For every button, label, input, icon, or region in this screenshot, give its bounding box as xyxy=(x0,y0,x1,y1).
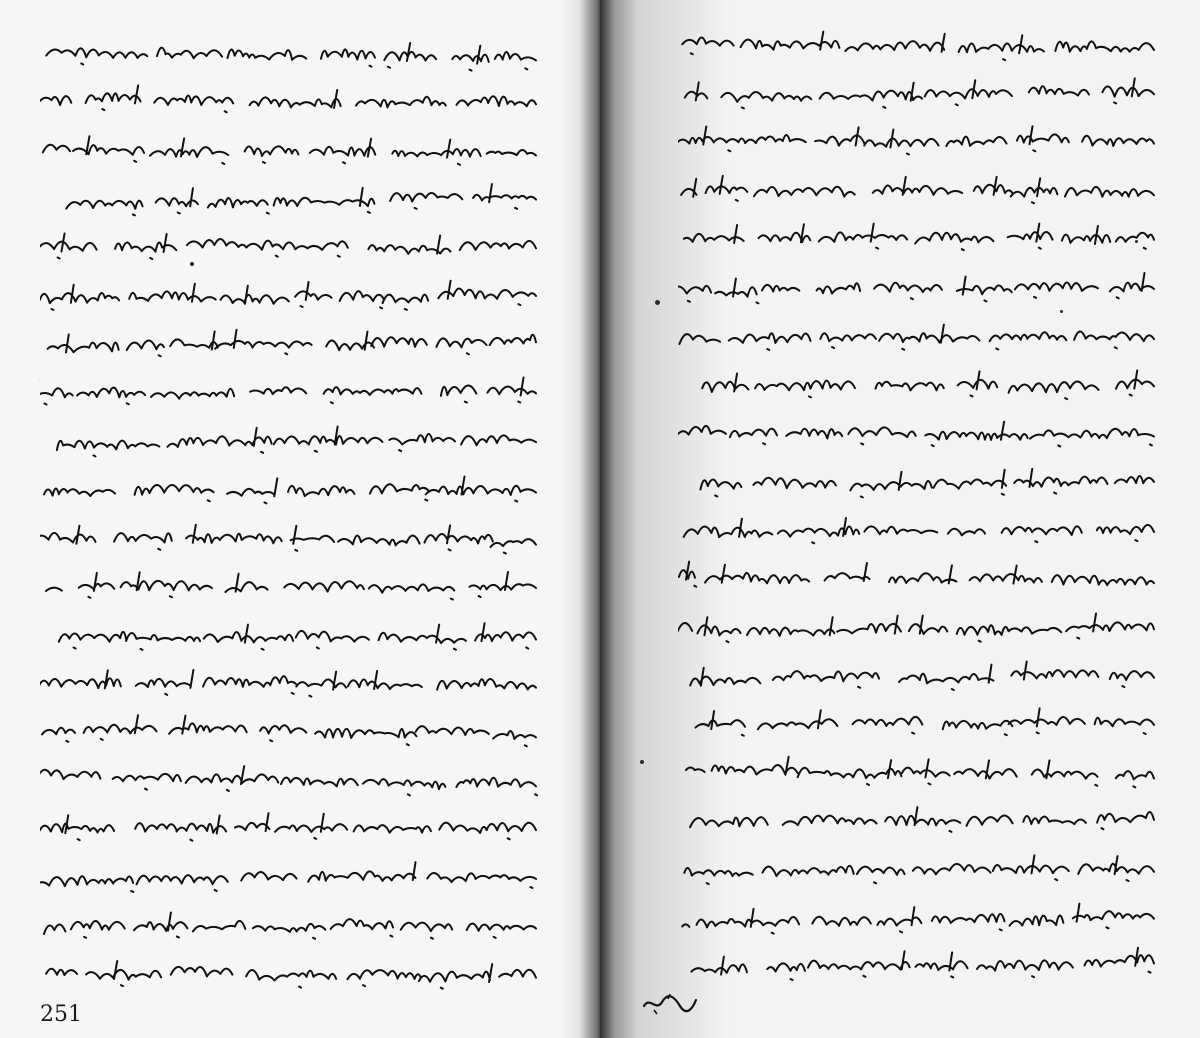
right-page-script-line xyxy=(678,320,1158,355)
right-page-script-line xyxy=(678,802,1158,839)
left-page-script-line xyxy=(40,618,540,655)
left-page-script-line xyxy=(40,759,540,800)
right-page-script-line xyxy=(678,221,1158,255)
left-page-script-line xyxy=(40,666,540,700)
right-page-script-line xyxy=(678,900,1158,940)
right-page-script-line xyxy=(678,658,1158,696)
right-page-script-line xyxy=(678,463,1158,503)
right-page-script-line xyxy=(678,268,1158,306)
left-page-script-line xyxy=(40,809,540,846)
left-page-script-line xyxy=(40,130,540,170)
catchword-handwriting xyxy=(640,988,700,1018)
right-page-script-line xyxy=(678,367,1158,404)
left-page-script-line xyxy=(40,35,540,75)
right-page-script-line xyxy=(678,77,1158,113)
left-page-script-line xyxy=(40,857,540,897)
left-page-script-line xyxy=(40,82,540,121)
left-page-script-line xyxy=(40,180,540,220)
right-page-script-line xyxy=(678,945,1158,985)
left-page-text-block xyxy=(0,0,592,1038)
right-page-script-line xyxy=(678,610,1158,646)
ink-speck xyxy=(1135,240,1138,243)
left-page-script-line xyxy=(40,373,540,410)
ink-speck xyxy=(640,760,644,764)
right-page-script-line xyxy=(678,510,1158,549)
left-page-script-line xyxy=(40,278,540,316)
ink-speck xyxy=(190,262,194,266)
right-page-script-line xyxy=(678,559,1158,598)
right-page-script-line xyxy=(678,753,1158,792)
left-page-script-line xyxy=(40,422,540,462)
ink-speck xyxy=(655,300,660,305)
right-page-script-line xyxy=(678,173,1158,208)
right-page-script-line xyxy=(678,28,1158,66)
right-page-script-line xyxy=(678,703,1158,743)
left-page-script-line xyxy=(40,228,540,264)
left-page-script-line xyxy=(40,907,540,945)
book-gutter xyxy=(560,0,638,1038)
left-page-script-line xyxy=(40,711,540,750)
left-page-script-line xyxy=(40,570,540,605)
right-page-script-line xyxy=(678,414,1158,452)
left-page xyxy=(0,0,592,1038)
page-number: 251 xyxy=(40,1002,82,1027)
right-page-script-line xyxy=(678,851,1158,889)
ink-speck xyxy=(1060,310,1063,313)
left-page-script-line xyxy=(40,472,540,506)
left-page-script-line xyxy=(40,324,540,365)
left-page-script-line xyxy=(40,955,540,993)
left-page-script-line xyxy=(40,521,540,557)
right-page-script-line xyxy=(678,124,1158,158)
